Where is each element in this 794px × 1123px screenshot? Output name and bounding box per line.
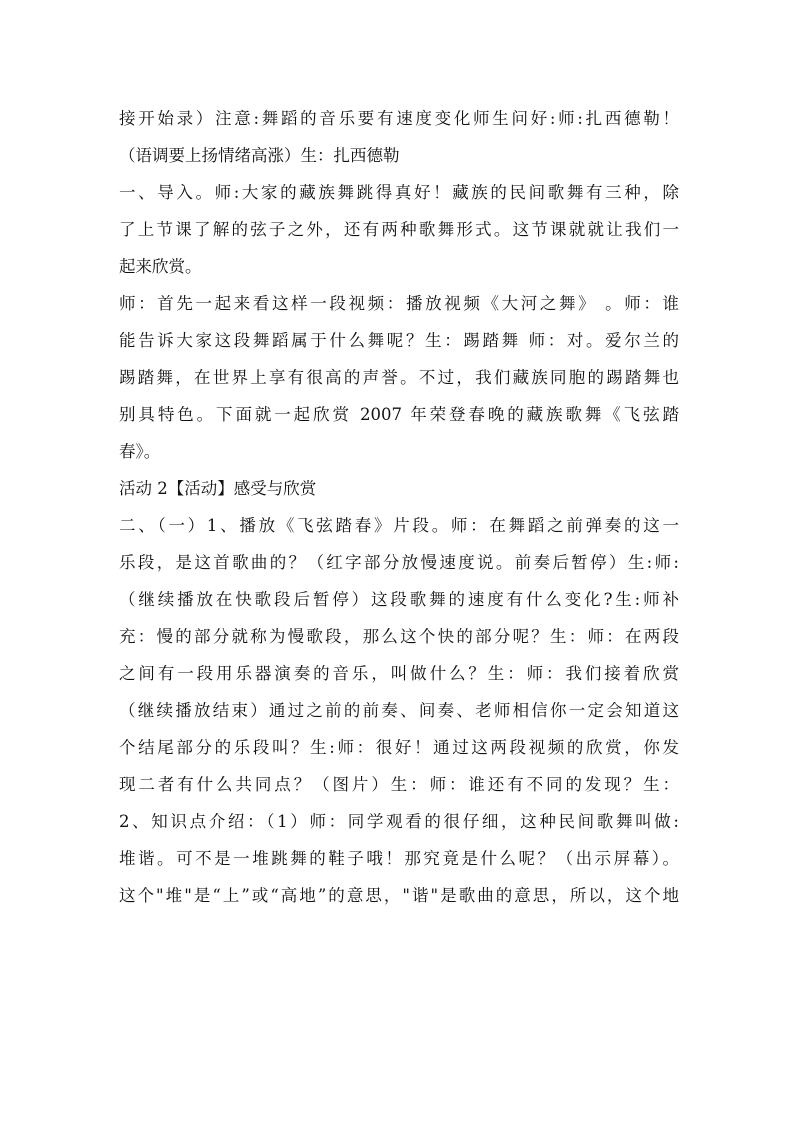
text-line: 接开始录）注意:舞蹈的音乐要有速度变化师生问好:师:扎西德勒！: [119, 109, 679, 128]
text-line: （继续播放结束）通过之前的前奏、间奏、老师相信你一定会知道这: [119, 701, 679, 720]
text-line: （继续播放在快歌段后暂停）这段歌舞的速度有什么变化?生:师补: [119, 590, 679, 609]
document-body: [119, 100, 679, 914]
text-line: 起来欣赏。: [119, 257, 202, 276]
text-line: 二、（一）1、播放《飞弦踏春》片段。师：在舞蹈之前弹奏的这一: [119, 516, 679, 535]
text-line: 个结尾部分的乐段叫？生:师：很好！通过这两段视频的欣赏，你发: [119, 738, 679, 757]
text-line: 春》。: [119, 442, 161, 461]
text-line: 这个"堆"是“上”或“高地”的意思，"谐"是歌曲的意思，所以，这个地: [119, 886, 679, 905]
text-line: 别具特色。下面就一起欣赏 2007 年荣登春晚的藏族歌舞《飞弦踏: [119, 405, 679, 424]
text-line: 踢踏舞，在世界上享有很高的声誉。不过，我们藏族同胞的踢踏舞也: [119, 368, 679, 387]
text-line: 师：首先一起来看这样一段视频：播放视频《大河之舞》 。师：谁: [119, 294, 679, 313]
text-line: 2、知识点介绍：（1）师：同学观看的很仔细，这种民间歌舞叫做:: [119, 812, 679, 831]
text-line: 了上节课了解的弦子之外，还有两种歌舞形式。这节课就就让我们一: [119, 220, 679, 239]
text-line: 堆谐。可不是一堆跳舞的鞋子哦！那究竟是什么呢？（出示屏幕）。: [119, 849, 679, 868]
text-line: 之间有一段用乐器演奏的音乐，叫做什么？生：师：我们接着欣赏: [119, 664, 679, 683]
text-line: （语调要上扬情绪高涨）生：扎西德勒: [119, 146, 400, 165]
text-line: 能告诉大家这段舞蹈属于什么舞呢？生：踢踏舞 师：对。爱尔兰的: [119, 331, 679, 350]
text-line: 充：慢的部分就称为慢歌段，那么这个快的部分呢？生：师：在两段: [119, 627, 679, 646]
text-line: 乐段，是这首歌曲的？（红字部分放慢速度说。前奏后暂停）生:师:: [119, 553, 679, 572]
text-line: 一、导入。师:大家的藏族舞跳得真好！藏族的民间歌舞有三种，除: [119, 183, 679, 202]
text-line: 现二者有什么共同点？（图片）生：师：谁还有不同的发现？生：: [119, 775, 679, 794]
section-heading: 活动 2【活动】感受与欣赏: [119, 479, 317, 498]
